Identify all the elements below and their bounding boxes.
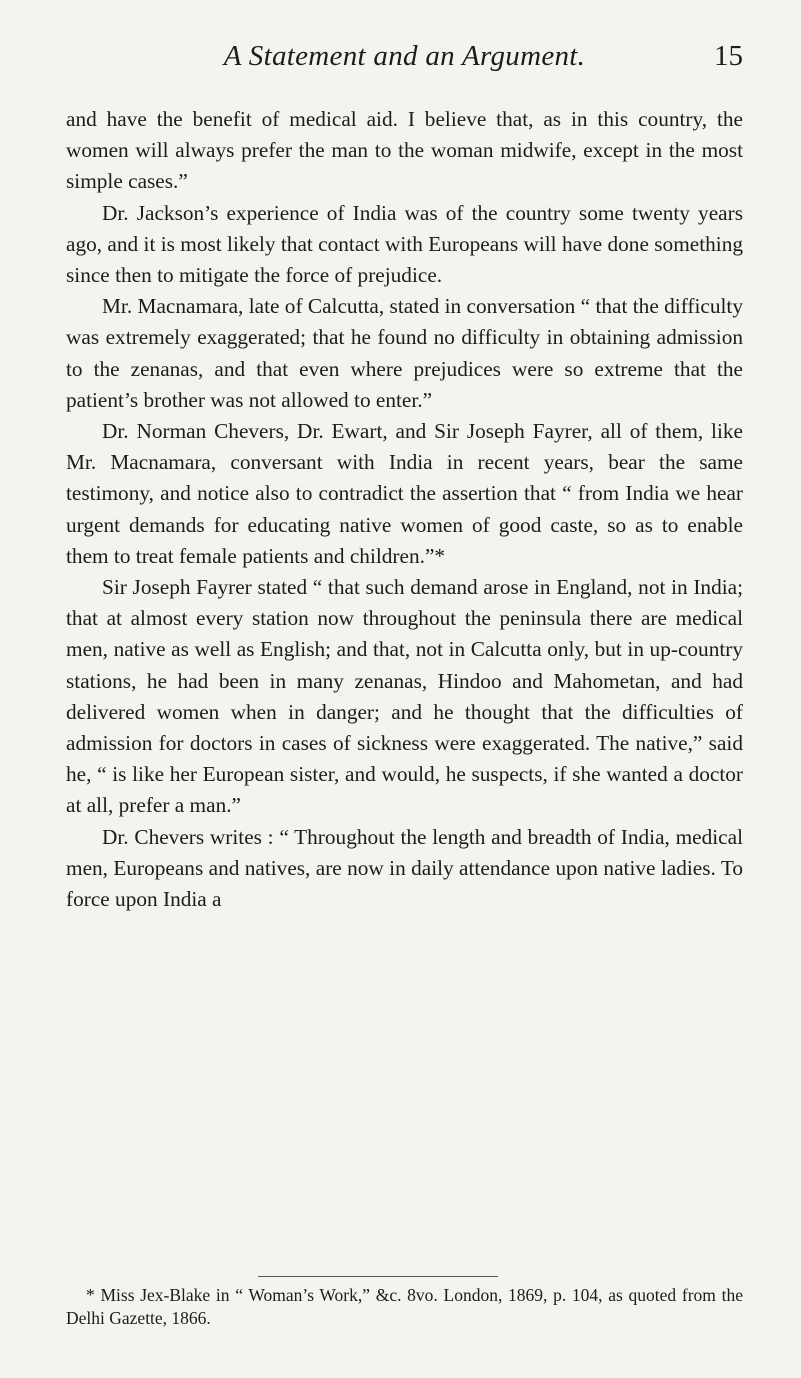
running-head [66,40,743,74]
paragraph-fayrer-statement: Sir Joseph Fayrer stated “ that such demand arose in England, not in India; that at almost every station now throughout the peninsula there are medical men, native as well as English; and that, not in Calcutta only, but in up-country stations, he had been in many zenanas, Hindoo and Mahometan, and had delivered women when in danger; and he thought that the difficulties of admission for doctors in cases of sickness were exaggerated. The native,” said he, “ is like her European sister, and would, he suspects, if she wanted a doctor at all, prefer a man.” [66,575,743,818]
paragraph-continuation: and have the benefit of medical aid. I believe that, as in this country, the women will always prefer the man to the woman midwife, except in the most simple cases.” [66,107,743,194]
footnote-divider [258,1276,498,1277]
paragraph-chevers-ewart-fayrer: Dr. Norman Chevers, Dr. Ewart, and Sir Joseph Fayrer, all of them, like Mr. Macnamara, conversant with India in recent years, bear the same testimony, and notice also to contradict the assertion that “ from India we hear urgent demands for educating native women of good caste, so as to enable them to treat female patients and children.”* [66,419,743,568]
footnote [66,1284,743,1330]
running-title: A Statement and an Argument. [223,40,586,72]
paragraph-jackson: Dr. Jackson’s experience of India was of the country some twenty years ago, and it is most likely that contact with Europeans will have done something since then to mitigate the force of prejudice. [66,200,743,288]
body-text [66,104,743,915]
paragraph-macnamara: Mr. Macnamara, late of Calcutta, stated in conversation “ that the difficulty was extremely exaggerated; that he found no difficulty in obtaining admission to the zenanas, and that even where prejudices were so extreme that the patient’s brother was not allowed to enter.” [66,294,743,412]
page-number: 15 [714,40,743,72]
paragraph-chevers-writes: Dr. Chevers writes : “ Throughout the length and breadth of India, medical men, Europeans and natives, are now in daily attendance upon native ladies. To force upon India a [66,824,743,912]
footnote-text: * Miss Jex-Blake in “ Woman’s Work,” &c. 8vo. London, 1869, p. 104, as quoted from the Delhi Gazette, 1866. [66,1285,743,1328]
